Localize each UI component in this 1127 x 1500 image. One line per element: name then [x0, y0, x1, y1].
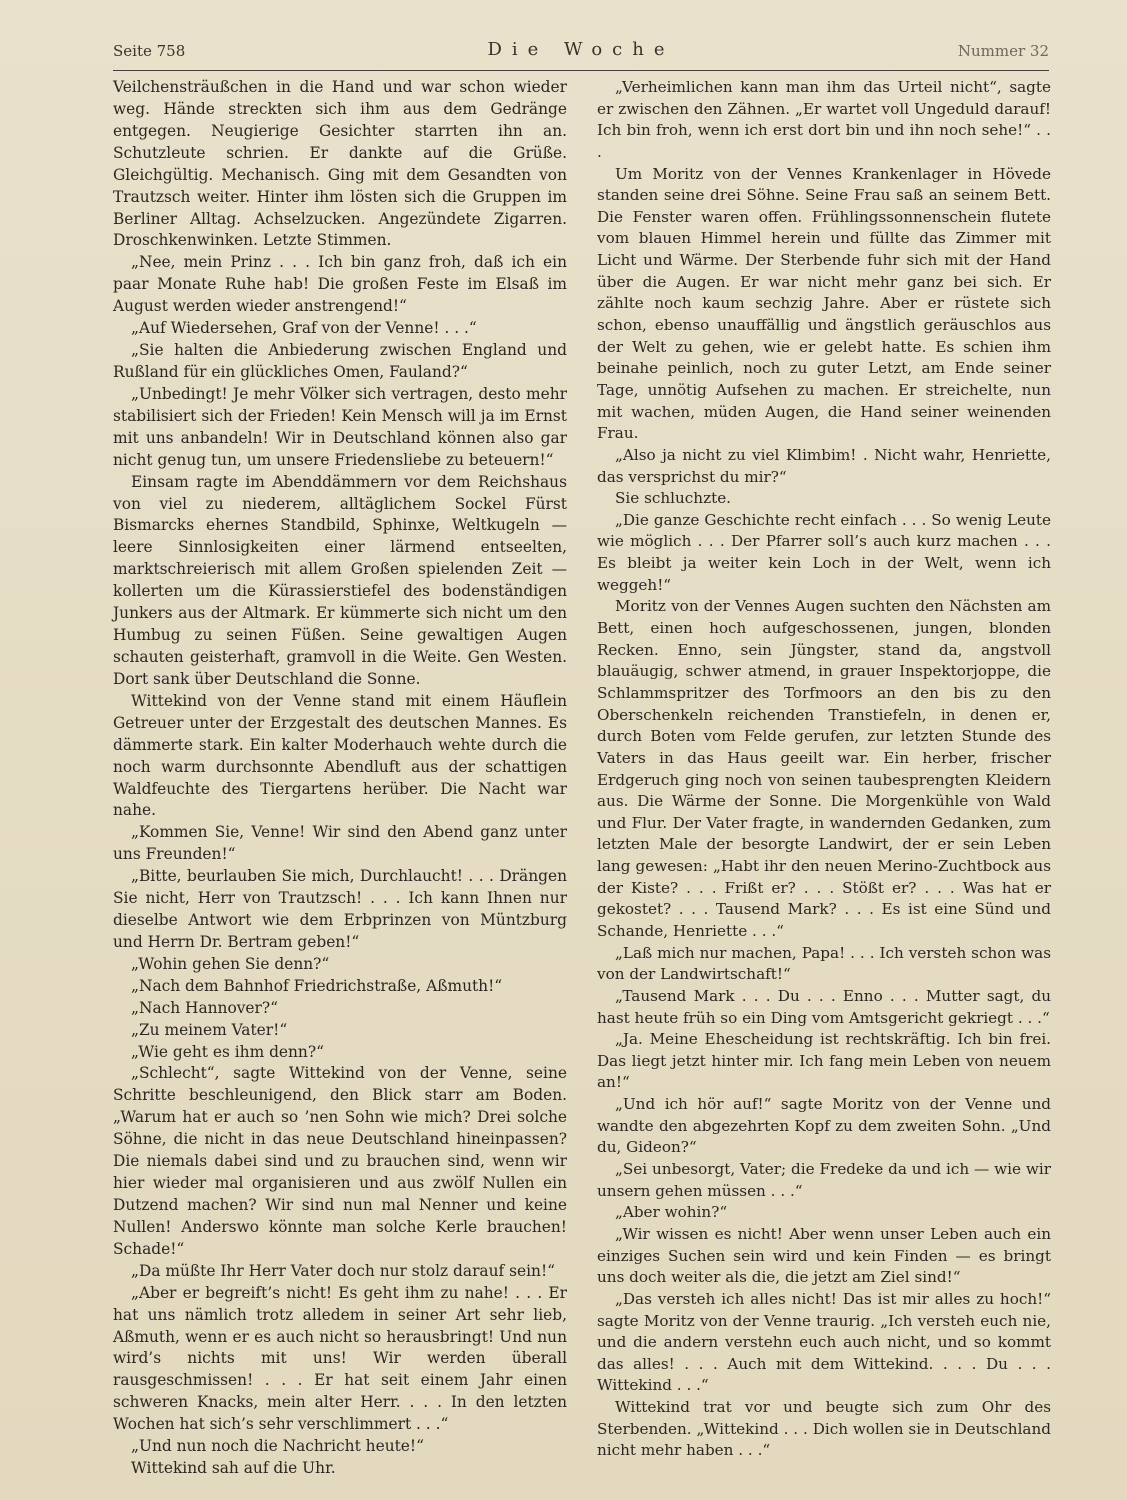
- paragraph: „Zu meinem Vater!“: [131, 1020, 288, 1039]
- publication-title: Die Woche: [487, 39, 675, 60]
- paragraph: „Tausend Mark . . . Du . . . Enno . . . Mutter sagt, du hast heute früh so ein Ding vom Amtsgericht gekriegt . . .“: [597, 986, 1051, 1027]
- paragraph: „Nee, mein Prinz . . . Ich bin ganz froh, daß ich ein paar Monate Ruhe hab! Die großen Feste im Elsaß im August werden wieder anstrengend!“: [113, 253, 567, 316]
- paragraph: „Da müßte Ihr Herr Vater doch nur stolz darauf sein!“: [131, 1261, 555, 1280]
- header-rule: [113, 70, 1049, 71]
- paragraph: Moritz von der Vennes Augen suchten den Nächsten am Bett, einen hoch aufgeschossenen, jungen, blonden Recken. Enno, sein Jüngster, stand da, angstvoll blauäugig, schwer atmend, in grauer Inspektorjoppe, die Schlammspritzer des Torfmoors an den bis zu den Oberschenkeln reichenden Transtiefeln, in denen er, durch Boten vom Felde gerufen, zur letzten Stunde des Vaters in das Haus geeilt war. Ein herber, frischer Erdgeruch ging noch von seinen taubesprengten Kleidern aus. Die Wärme der Sonne. Die Morgenkühle von Wald und Flur. Der Vater fragte, in wandernden Gedanken, zum letzten Male der besorgte Landwirt, der er sein Leben lang gewesen: „Habt ihr den neuen Merino-Zuchtbock aus der Kiste? . . . Frißt er? . . . Stößt er? . . . Was hat er gekostet? . . . Tausend Mark? . . . Es ist eine Sünd und Schande, Henriette . . .“: [597, 597, 1051, 940]
- paragraph: Um Moritz von der Vennes Krankenlager in Hövede standen seine drei Söhne. Seine Frau saß an seinem Bett. Die Fenster waren offen. Frühlingssonnenschein flutete vom blauen Himmel herein und füllte das Zimmer mit Licht und Wärme. Der Sterbende fuhr sich mit der Hand über die Augen. Er war nicht mehr ganz bei sich. Er zählte noch kaum sechzig Jahre. Aber er rüstete sich schon, ebenso unauffällig und ängstlich geräuschlos aus der Welt zu gehen, wie er gelebt hatte. Es schien ihm beinahe peinlich, noch zu guter Letzt, am Ende seiner Tage, unnötig Aufsehen zu machen. Er streichelte, nun mit wachen, müden Augen, die Hand seiner weinenden Frau.: [597, 164, 1051, 443]
- paragraph: „Sie halten die Anbiederung zwischen England und Rußland für ein glückliches Omen, Fauland?“: [113, 341, 567, 381]
- paragraph: „Unbedingt! Je mehr Völker sich vertragen, desto mehr stabilisiert sich der Frieden! Kein Mensch will ja im Ernst mit uns anbandeln! Wir in Deutschland können also gar nicht genug tun, um unsere Friedensliebe zu beteuern!“: [113, 384, 567, 469]
- paragraph: „Nach dem Bahnhof Friedrichstraße, Aßmuth!“: [131, 976, 503, 995]
- paragraph: Wittekind von der Venne stand mit einem Häuflein Getreuer unter der Erzgestalt des deutschen Mannes. Es dämmerte stark. Ein kalter Moderhauch wehte durch die noch warm durchsonnte Abendluft aus der schattigen Waldfeuchte des Tiergartens herüber. Die Nacht war nahe.: [113, 691, 567, 820]
- right-column: [597, 77, 1051, 1462]
- page-number: Seite 758: [113, 42, 186, 60]
- paragraph: „Also ja nicht zu viel Klimbim! . Nicht wahr, Henriette, das versprichst du mir?“: [597, 445, 1051, 486]
- issue-number: Nummer 32: [957, 42, 1049, 60]
- paragraph: „Laß mich nur machen, Papa! . . . Ich versteh schon was von der Landwirtschaft!“: [597, 943, 1051, 984]
- paragraph: „Auf Wiedersehen, Graf von der Venne! . . .“: [131, 319, 477, 338]
- paragraph: „Aber er begreift’s nicht! Es geht ihm zu nahe! . . . Er hat uns nämlich trotz alledem in seiner Art sehr lieb, Aßmuth, wenn er es auch nicht so herausbringt! Und nun wird’s nichts mit uns! Wir werden überall rausgeschmissen! . . . Er hat seit einem Jahr einen schweren Knacks, mein alter Herr. . . . In den letzten Wochen hat sich’s sehr verschlimmert . . .“: [113, 1283, 567, 1434]
- paragraph: „Und ich hör auf!“ sagte Moritz von der Venne und wandte den abgezehrten Kopf zu dem zweiten Sohn. „Und du, Gideon?“: [597, 1095, 1051, 1157]
- paragraph: „Verheimlichen kann man ihm das Urteil nicht“, sagte er zwischen den Zähnen. „Er wartet voll Ungeduld darauf! Ich bin froh, wenn ich erst dort bin und ihn noch sehe!“ . . .: [597, 78, 1051, 161]
- paragraph: „Die ganze Geschichte recht einfach . . . So wenig Leute wie möglich . . . Der Pfarrer soll’s auch kurz machen . . . Es bleibt ja weiter kein Loch in der Welt, wenn ich weggeh!“: [597, 510, 1051, 594]
- paragraph: „Das versteh ich alles nicht! Das ist mir alles zu hoch!“ sagte Moritz von der Venne traurig. „Ich versteh euch nie, und die andern verstehn euch auch nicht, und so kommt das alles! . . . Auch mit dem Wittekind. . . . Du . . . Wittekind . . .“: [597, 1289, 1051, 1395]
- paragraph: „Wir wissen es nicht! Aber wenn unser Leben auch ein einziges Suchen sein wird und kein Finden — es bringt uns doch weiter als die, die jetzt am Ziel sind!“: [597, 1224, 1051, 1287]
- paragraph: „Und nun noch die Nachricht heute!“: [131, 1437, 424, 1456]
- paragraph: Einsam ragte im Abenddämmern vor dem Reichshaus von viel zu niederem, alltäglichem Sockel Fürst Bismarcks ehernes Standbild, Sphinxe, Weltkugeln — leere Sinnlosigkeiten einer lärmend entseelten, marktschreierisch mit allem Großen spielenden Zeit — kollerten um die Kürassierstiefel des bodenständigen Junkers aus der Altmark. Er kümmerte sich nicht um den Humbug zu seinen Füßen. Seine gewaltigen Augen schauten geisterhaft, gramvoll in die Weite. Gen Westen. Dort sank über Deutschland die Sonne.: [113, 472, 567, 688]
- paragraph: „Wie geht es ihm denn?“: [131, 1042, 324, 1061]
- paragraph: „Wohin gehen Sie denn?“: [131, 954, 330, 973]
- paragraph: Sie schluchzte.: [615, 489, 732, 508]
- paragraph: „Kommen Sie, Venne! Wir sind den Abend ganz unter uns Freunden!“: [113, 823, 567, 864]
- paragraph: „Schlecht“, sagte Wittekind von der Venne, seine Schritte beschleunigend, den Blick starr am Boden. „Warum hat er auch so ’nen Sohn wie mich? Drei solche Söhne, die nicht in das neue Deutschland hineinpassen? Die niemals dabei sind und zu brauchen sind, wenn wir hier wieder mal organisieren und aus zwölf Nullen ein Dutzend machen? Wir sind nun mal Nenner und keine Nullen! Anderswo könnte man solche Kerle brauchen! Schade!“: [113, 1064, 567, 1258]
- paragraph: Wittekind sah auf die Uhr.: [131, 1459, 336, 1478]
- paragraph: „Nach Hannover?“: [131, 998, 279, 1017]
- paragraph: Veilchensträußchen in die Hand und war schon wieder weg. Hände streckten sich ihm aus dem Gedränge entgegen. Neugierige Gesichter starrten ihn an. Schutzleute schrien. Er dankte auf die Grüße. Gleichgültig. Mechanisch. Ging mit dem Gesandten von Trautzsch weiter. Hinter ihm lösten sich die Gruppen im Berliner Alltag. Achselzucken. Angezündete Zigarren. Droschkenwinken. Letzte Stimmen.: [113, 78, 567, 250]
- left-column: [113, 77, 567, 1480]
- paragraph: „Aber wohin?“: [615, 1203, 728, 1222]
- paragraph: „Sei unbesorgt, Vater; die Fredeke da und ich — wie wir unsern gehen müssen . . .“: [597, 1160, 1051, 1200]
- paragraph: „Bitte, beurlauben Sie mich, Durchlaucht! . . . Drängen Sie nicht, Herr von Trautzsch! . . . Ich kann Ihnen nur dieselbe Antwort wie dem Erbprinzen von Müntzburg und Herrn Dr. Bertram geben!“: [113, 867, 567, 951]
- page-header: [113, 39, 1049, 68]
- paragraph: Wittekind trat vor und beugte sich zum Ohr des Sterbenden. „Wittekind . . . Dich wollen sie in Deutschland nicht mehr haben . . .“: [597, 1398, 1051, 1460]
- paragraph: „Ja. Meine Ehescheidung ist rechtskräftig. Ich bin frei. Das liegt jetzt hinter mir. Ich fang mein Leben von neuem an!“: [597, 1030, 1051, 1092]
